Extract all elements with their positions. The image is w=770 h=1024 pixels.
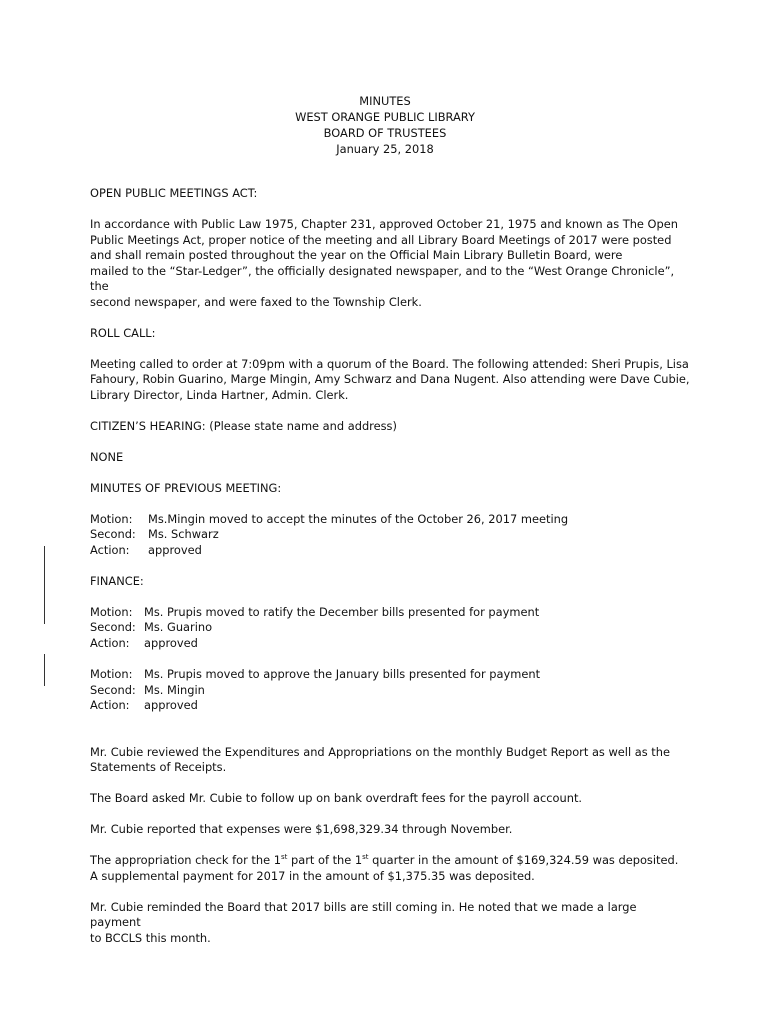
budget-review-paragraph: Mr. Cubie reviewed the Expenditures and Appropriations on the monthly Budget Report as well as the Statements of Receipts.	[90, 744, 670, 775]
motion-label: Motion:	[90, 511, 133, 526]
second-text: Ms. Schwarz	[148, 527, 219, 542]
header-date: January 25, 2018	[336, 142, 434, 156]
action-label: Action:	[90, 698, 130, 713]
action-text: approved	[148, 542, 202, 557]
motion-row	[90, 605, 690, 621]
citizens-paragraph: NONE	[90, 449, 124, 464]
overdraft-paragraph: The Board asked Mr. Cubie to follow up on bank overdraft fees for the payroll account.	[90, 791, 583, 806]
motion-text: Ms. Prupis moved to ratify the December bills presented for payment	[144, 604, 540, 619]
motion-block-december-bills	[90, 605, 690, 652]
appropriation-text-b: part of the 1	[287, 853, 363, 868]
motion-label: Motion:	[90, 667, 133, 682]
motion-block-prev-minutes	[90, 512, 690, 559]
appropriation-text-c: quarter in the amount of $169,324.59 was deposited.	[368, 853, 679, 868]
second-text: Ms. Mingin	[144, 682, 205, 697]
appropriation-line-1	[90, 853, 690, 869]
second-row	[90, 527, 690, 543]
second-row	[90, 620, 690, 636]
second-label: Second:	[90, 620, 136, 635]
change-bar	[44, 654, 45, 686]
second-text: Ms. Guarino	[144, 620, 213, 635]
second-label: Second:	[90, 527, 136, 542]
minutes-body	[90, 186, 690, 962]
action-row	[90, 698, 690, 714]
bills-reminder-paragraph: Mr. Cubie reminded the Board that 2017 bills are still coming in. He noted that we made a large payment to BCCLS this month.	[90, 899, 637, 945]
change-bar	[44, 546, 45, 624]
header-library: WEST ORANGE PUBLIC LIBRARY	[295, 110, 475, 124]
second-label: Second:	[90, 682, 136, 697]
motion-text: Ms.Mingin moved to accept the minutes of the October 26, 2017 meeting	[148, 511, 569, 526]
header-title: MINUTES	[359, 94, 411, 108]
action-text: approved	[144, 698, 198, 713]
section-heading-finance: FINANCE:	[90, 573, 144, 588]
ordinal-suffix: st	[280, 853, 288, 862]
section-heading-prev-minutes: MINUTES OF PREVIOUS MEETING:	[90, 480, 282, 495]
action-label: Action:	[90, 635, 130, 650]
header-board: BOARD OF TRUSTEES	[323, 126, 447, 140]
expenses-paragraph: Mr. Cubie reported that expenses were $1,698,329.34 through November.	[90, 822, 513, 837]
appropriation-text-a: The appropriation check for the 1	[90, 853, 281, 868]
motion-label: Motion:	[90, 604, 133, 619]
action-row	[90, 636, 690, 652]
motion-block-january-bills	[90, 667, 690, 714]
document-header	[0, 93, 770, 157]
opma-paragraph: In accordance with Public Law 1975, Chapter 231, approved October 21, 1975 and known as The Open Public Meetings Act, proper notice of the meeting and all Library Board Meetings of 2017 were posted and shall remain posted throughout the year on the Official Main Library Bulletin Board, were mailed to the “Star-Ledger”, the officially designated newspaper, and to the “West Orange Chronicle”, the second newspaper, and were faxed to the Township Clerk.	[90, 217, 678, 309]
appropriation-line-2: A supplemental payment for 2017 in the amount of $1,375.35 was deposited.	[90, 868, 535, 883]
section-heading-citizens: CITIZEN’S HEARING: (Please state name and address)	[90, 418, 397, 433]
second-row	[90, 683, 690, 699]
motion-text: Ms. Prupis moved to approve the January bills presented for payment	[144, 667, 541, 682]
motion-row	[90, 667, 690, 683]
action-text: approved	[144, 635, 198, 650]
section-heading-roll-call: ROLL CALL:	[90, 325, 156, 340]
roll-call-paragraph: Meeting called to order at 7:09pm with a quorum of the Board. The following attended: Sheri Prupis, Lisa Fahoury, Robin Guarino, Marge Mingin, Amy Schwarz and Dana Nugent. Also attending were Dave Cubie, Library Director, Linda Hartner, Admin. Clerk.	[90, 356, 690, 402]
ordinal-suffix: st	[362, 853, 369, 862]
appropriation-paragraph	[90, 853, 690, 884]
action-label: Action:	[90, 542, 130, 557]
motion-row	[90, 512, 690, 528]
action-row	[90, 543, 690, 559]
section-heading-opma: OPEN PUBLIC MEETINGS ACT:	[90, 186, 258, 200]
